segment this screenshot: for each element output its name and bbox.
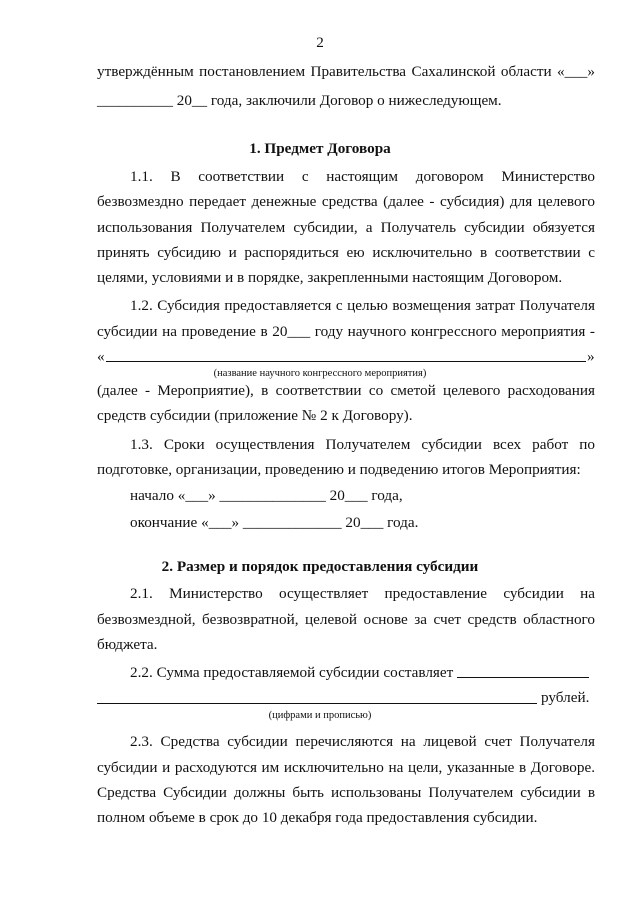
- paragraph-2-1-line: бюджета.: [97, 636, 158, 653]
- event-name-quote-close: »: [587, 348, 595, 365]
- paragraph-2-3-line: полном объеме в срок до 10 декабря года предоставления субсидии.: [97, 809, 538, 826]
- paragraph-1-1-line: целями, условиями и в порядке, закрепленными настоящим Договором.: [97, 269, 563, 286]
- event-name-quote-open: «: [97, 348, 105, 365]
- paragraph-1-2-line: субсидии на проведение в 20___ году научного конгрессного мероприятия -: [97, 323, 595, 340]
- section-2-title: 2. Размер и порядок предоставления субсидии: [161, 558, 479, 575]
- subsidy-amount-field-line[interactable]: [457, 677, 589, 678]
- section-1-title: 1. Предмет Договора: [249, 140, 391, 157]
- intro-line-2: __________ 20__ года, заключили Договор о нижеследующем.: [97, 92, 502, 109]
- paragraph-1-2-line: (далее - Мероприятие), в соответствии со сметой целевого расходования: [97, 382, 595, 399]
- intro-line-1: утверждённым постановлением Правительства Сахалинской области «___»: [97, 63, 595, 80]
- start-date-line: начало «___» ______________ 20___ года,: [130, 487, 403, 504]
- paragraph-1-1-line: безвозмездно передает денежные средства (далее - субсидия) для целевого: [97, 193, 595, 210]
- paragraph-2-3-line: субсидии и расходуются им исключительно на цели, указанные в Договоре.: [97, 759, 595, 776]
- paragraph-1-1-line: 1.1. В соответствии с настоящим договором Министерство: [130, 168, 595, 185]
- paragraph-1-2-line: средств субсидии (приложение № 2 к Договору).: [97, 407, 413, 424]
- paragraph-1-3-line: подготовке, организации, проведению и подведению итогов Мероприятия:: [97, 461, 581, 478]
- paragraph-2-1-line: 2.1. Министерство осуществляет предоставление субсидии на: [130, 585, 595, 602]
- subsidy-amount-words-field-line[interactable]: [97, 703, 537, 704]
- page-number: 2: [316, 34, 324, 51]
- currency-label: рублей.: [541, 689, 590, 706]
- end-date-line: окончание «___» _____________ 20___ года.: [130, 514, 419, 531]
- event-name-field-line[interactable]: [106, 361, 586, 362]
- paragraph-1-1-line: принять субсидию и распорядиться ею исключительно в соответствии с: [97, 244, 595, 261]
- paragraph-1-1-line: использования Получателем субсидии, а Получатель субсидии обязуется: [97, 219, 595, 236]
- subsidy-amount-label: 2.2. Сумма предоставляемой субсидии составляет: [130, 664, 454, 681]
- paragraph-1-3-line: 1.3. Сроки осуществления Получателем субсидии всех работ по: [130, 436, 595, 453]
- event-name-caption: (название научного конгрессного мероприятия): [213, 368, 427, 379]
- paragraph-2-1-line: безвозмездной, безвозвратной, целевой основе за счет средств областного: [97, 611, 595, 628]
- paragraph-1-2-line: 1.2. Субсидия предоставляется с целью возмещения затрат Получателя: [130, 297, 595, 314]
- paragraph-2-3-line: Средства Субсидии должны быть использованы Получателем субсидии в: [97, 784, 595, 801]
- paragraph-2-3-line: 2.3. Средства субсидии перечисляются на лицевой счет Получателя: [130, 733, 595, 750]
- subsidy-amount-caption: (цифрами и прописью): [268, 710, 372, 721]
